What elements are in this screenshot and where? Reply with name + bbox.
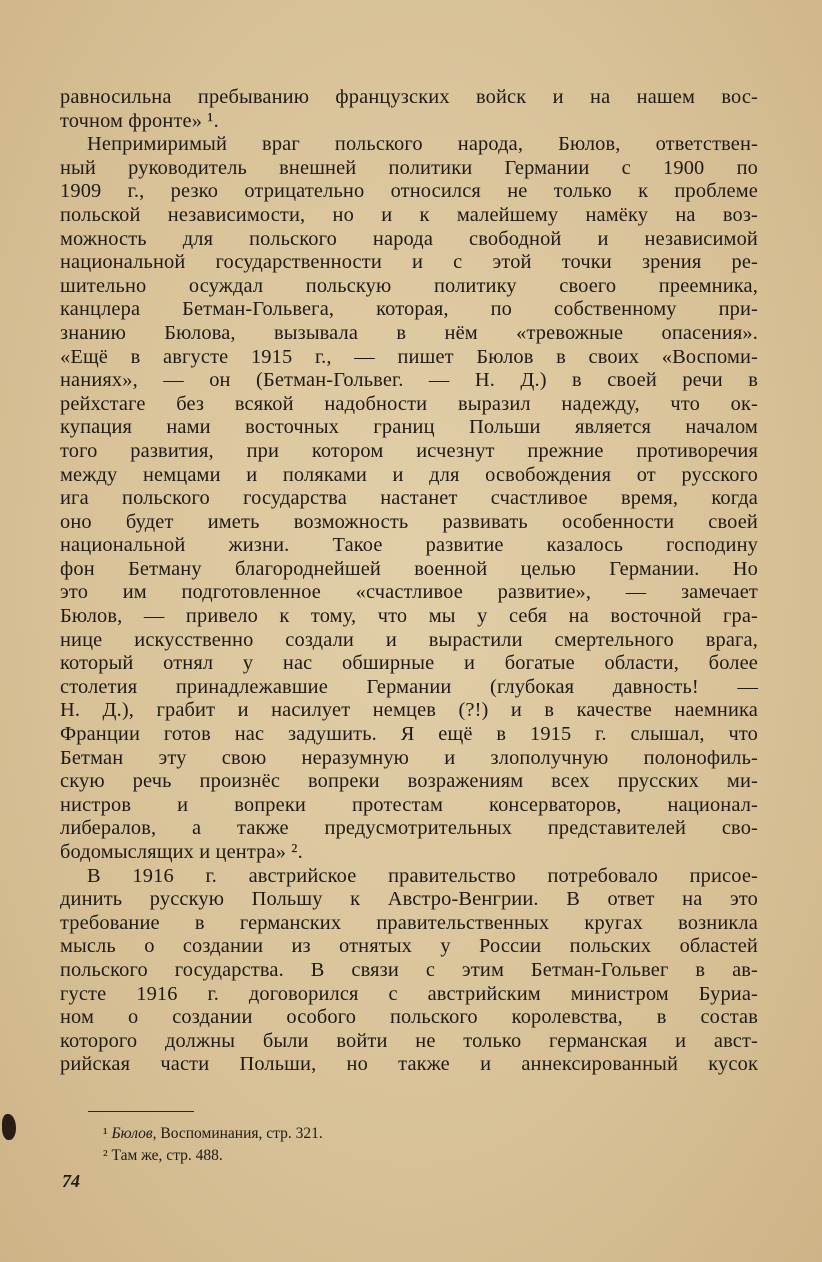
text-line: фон Бетману благороднейшей военной целью Германии. Но: [60, 557, 758, 580]
text-line: польского государства. В связи с этим Бетман-Гольвег в ав-: [60, 958, 758, 981]
text-line: 1909 г., резко отрицательно относился не только к проблеме: [60, 180, 758, 203]
text-line: оно будет иметь возможность развивать особенности своей: [60, 510, 758, 533]
text-line: польской независимости, но и к малейшему намёку на воз-: [60, 203, 758, 226]
text-line: рийская части Польши, но также и аннексированный кусок: [60, 1053, 758, 1076]
page-number: 74: [62, 1171, 80, 1191]
text-line: национальной государственности и с этой точки зрения ре-: [60, 251, 758, 274]
text-line: густе 1916 г. договорился с австрийским министром Буриа-: [60, 982, 758, 1005]
text-line: наниях», — он (Бетман-Гольвег. — Н. Д.) в своей речи в: [60, 369, 758, 392]
text-line: скую речь произнёс вопреки возражениям всех прусских ми-: [60, 770, 758, 793]
ink-stain: [2, 1114, 16, 1140]
text-line: Бетман эту свою неразумную и злополучную полонофиль-: [60, 746, 758, 769]
text-line: ном о создании особого польского королевства, в состав: [60, 1006, 758, 1029]
text-line: Н. Д.), грабит и насилует немцев (?!) и в качестве наемника: [60, 699, 758, 722]
text-line: национальной жизни. Такое развитие казалось господину: [60, 534, 758, 557]
text-line: ига польского государства настанет счастливое время, когда: [60, 487, 758, 510]
footnote-text: Там же, стр. 488.: [111, 1147, 223, 1164]
text-line: «Ещё в августе 1915 г., — пишет Бюлов в своих «Воспоми-: [60, 345, 758, 368]
text-line: знанию Бюлова, вызывала в нём «тревожные опасения».: [60, 321, 758, 344]
text-line: столетия принадлежавшие Германии (глубокая давность! —: [60, 675, 758, 698]
text-line: канцлера Бетман-Гольвега, которая, по собственному при-: [60, 298, 758, 321]
text-line: это им подготовленное «счастливое развитие», — замечает: [60, 581, 758, 604]
text-line: которого должны были войти не только германская и авст-: [60, 1029, 758, 1052]
footnote-text: Воспоминания, стр. 321.: [160, 1125, 323, 1142]
text-line: Франции готов нас задушить. Я ещё в 1915 г. слышал, что: [60, 723, 758, 746]
text-line: того развития, при котором исчезнут прежние противоречия: [60, 439, 758, 462]
text-line: нистров и вопреки протестам консерваторов, национал-: [60, 793, 758, 816]
text-line: рейхстаге без всякой надобности выразил надежду, что ок-: [60, 392, 758, 415]
text-line: можность для польского народа свободной и независимой: [60, 227, 758, 250]
footnote-marker: ¹: [103, 1125, 108, 1142]
text-line: ный руководитель внешней политики Германии с 1900 по: [60, 156, 758, 179]
text-line: купация нами восточных границ Польши является началом: [60, 416, 758, 439]
footnotes: [103, 1123, 603, 1167]
text-line: Бюлов, — привело к тому, что мы у себя на восточной гра-: [60, 605, 758, 628]
text-line: шительно осуждал польскую политику своего преемника,: [60, 274, 758, 297]
footnote: [103, 1123, 603, 1145]
text-line: бодомыслящих и центра» ².: [60, 841, 303, 863]
text-line: требование в германских правительственных кругах возникла: [60, 911, 758, 934]
text-line: либералов, а также предусмотрительных представителей сво-: [60, 817, 758, 840]
text-line: мысль о создании из отнятых у России польских областей: [60, 935, 758, 958]
footnote-rule: [88, 1111, 194, 1112]
text-line: который отнял у нас обширные и богатые области, более: [60, 652, 758, 675]
text-line: между немцами и поляками и для освобождения от русского: [60, 463, 758, 486]
text-line: равносильна пребыванию французских войск и на нашем вос-: [60, 86, 758, 108]
text-line: Непримиримый враг польского народа, Бюлов, ответствен-: [87, 133, 758, 156]
footnote-author: Бюлов,: [111, 1125, 157, 1142]
text-line: В 1916 г. австрийское правительство потребовало присое-: [87, 864, 758, 887]
text-line: динить русскую Польшу к Австро-Венгрии. В ответ на это: [60, 888, 758, 911]
text-line: точном фронте» ¹.: [60, 109, 219, 132]
body-text: [60, 86, 758, 1077]
footnote-marker: ²: [103, 1147, 108, 1164]
text-line: нице искусственно создали и вырастили смертельного врага,: [60, 628, 758, 651]
footnote: [103, 1145, 603, 1167]
